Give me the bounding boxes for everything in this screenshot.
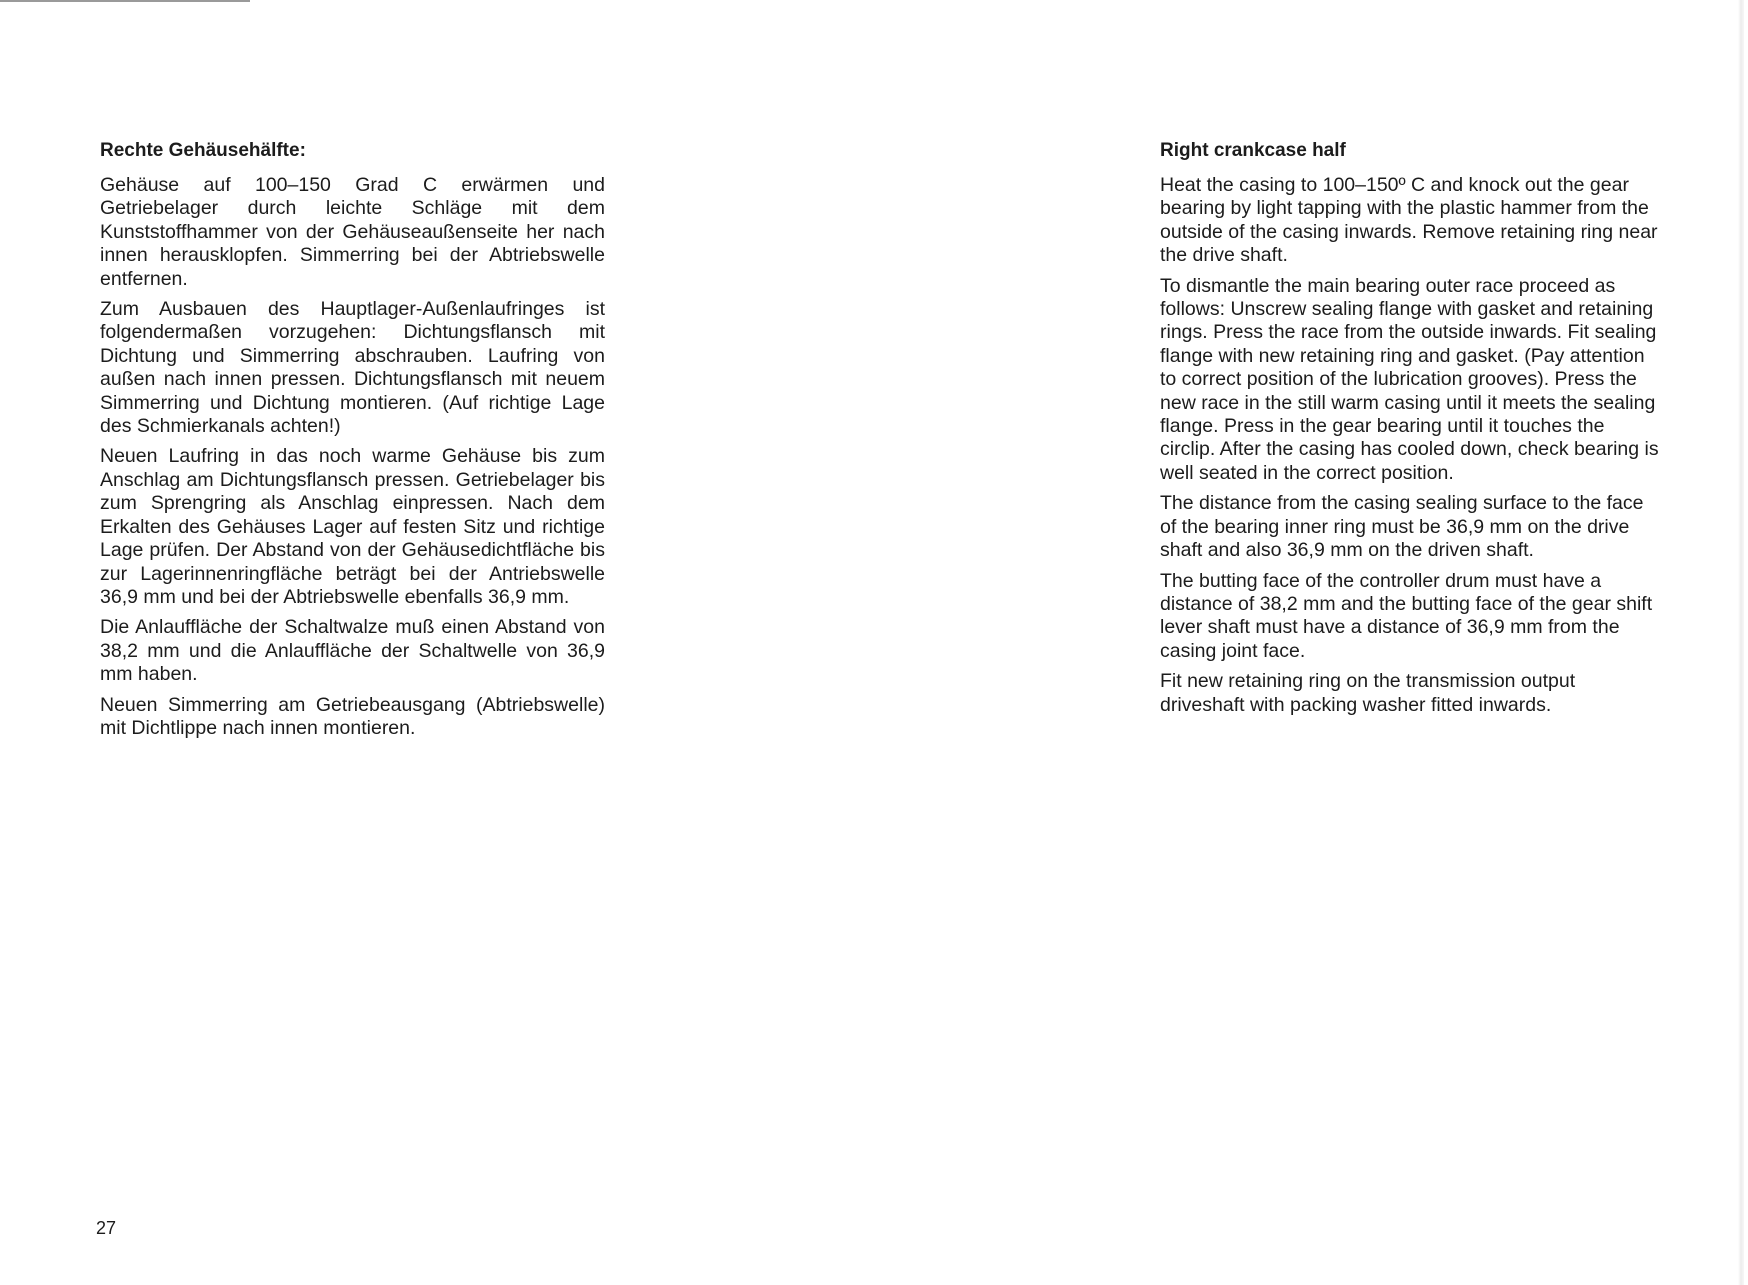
english-paragraph: The butting face of the controller drum must have a distance of 38,2 mm and the butting face of the gear shift lever shaft must have a distance of 36,9 mm from the casing joint face. — [1160, 569, 1653, 662]
english-paragraph: Fit new retaining ring on the transmission output driveshaft with packing washer fitted inwards. — [1160, 670, 1576, 716]
german-heading: Rechte Gehäusehälfte: — [100, 140, 306, 161]
english-paragraph: Heat the casing to 100–150º C and knock out the gear bearing by light tapping with the plastic hammer from the outside of the casing inwards. Remove retaining ring near the drive shaft. — [1160, 174, 1658, 267]
english-paragraph: To dismantle the main bearing outer race proceed as follows: Unscrew sealing flange with gasket and retaining rings. Press the race from the outside inwards. Fit sealing flange with new retaining ring and gasket. (Pay attention to correct position of the lubrication grooves). Press the new race in the still warm casing until it meets the sealing flange. Press in the gear bearing until it touches the circlip. After the casing has cooled down, check bearing is well seated in the correct position. — [1160, 274, 1659, 484]
english-heading: Right crankcase half — [1160, 140, 1346, 161]
english-column — [1160, 140, 1660, 724]
page-number: 27 — [96, 1218, 117, 1238]
german-paragraph: Die Anlauffläche der Schaltwalze muß einen Abstand von 38,2 mm und die Anlauffläche der Schaltwelle von 36,9 mm haben. — [100, 616, 605, 686]
german-paragraph: Zum Ausbauen des Hauptlager-Außenlaufringes ist folgendermaßen vorzugehen: Dichtungsflansch mit Dichtung und Simmerring abschrauben. Laufring von außen nach innen pressen. Dichtungsflansch mit neuem Simmerring und Dichtung montieren. (Auf richtige Lage des Schmierkanals achten!) — [100, 298, 605, 438]
top-rule — [0, 0, 250, 2]
german-paragraph: Neuen Simmerring am Getriebeausgang (Abtriebswelle) mit Dichtlippe nach innen montieren. — [100, 693, 605, 739]
english-paragraph: The distance from the casing sealing surface to the face of the bearing inner ring must be 36,9 mm on the drive shaft and also 36,9 mm on the driven shaft. — [1160, 492, 1644, 562]
german-paragraph: Gehäuse auf 100–150 Grad C erwärmen und Getriebelager durch leichte Schläge mit dem Kunststoffhammer von der Gehäuseaußenseite her nach innen herausklopfen. Simmerring bei der Abtriebswelle entfernen. — [100, 174, 605, 290]
german-column — [100, 140, 605, 747]
german-paragraph: Neuen Laufring in das noch warme Gehäuse bis zum Anschlag am Dichtungsflansch pressen. Getriebelager bis zum Sprengring als Anschlag einpressen. Nach dem Erkalten des Gehäuses Lager auf festen Sitz und richtige Lage prüfen. Der Abstand von der Gehäusedichtfläche bis zur Lagerinnenringfläche beträgt bei der Antriebswelle 36,9 mm und bei der Abtriebswelle ebenfalls 36,9 mm. — [100, 445, 605, 608]
